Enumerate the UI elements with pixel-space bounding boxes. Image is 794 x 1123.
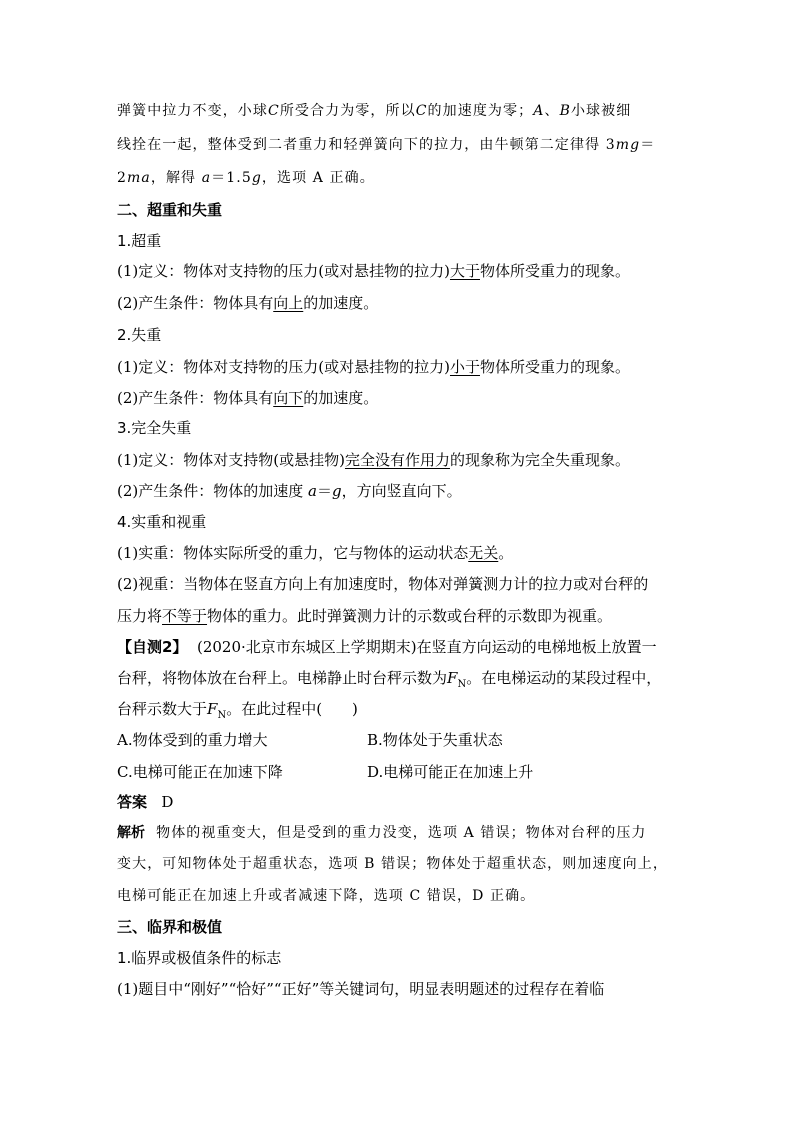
answer-label: 答案 (117, 793, 148, 811)
section-heading-2: 二、超重和失重 (117, 201, 223, 219)
analysis-line-2: 变大，可知物体处于超重状态，选项 B 错误；物体处于超重状态，则加速度向上， (117, 856, 668, 872)
answer-blank: 无关 (468, 544, 499, 562)
real-weight-definition: (1)实重：物体实际所受的重力，它与物体的运动状态无关。 (117, 544, 514, 562)
complete-weightloss-definition: (1)定义：物体对支持物(或悬挂物)完全没有作用力的现象称为完全失重现象。 (117, 451, 630, 469)
option-c: C.电梯可能正在加速下降 (117, 763, 283, 781)
subsection-title-real-apparent: 4.实重和视重 (117, 513, 207, 531)
analysis-line-1: 解析 物体的视重变大，但是受到的重力没变，选项 A 错误；物体对台秤的压力 (117, 825, 647, 841)
section-heading-3: 三、临界和极值 (117, 918, 223, 936)
options-row-1 (117, 729, 503, 751)
complete-weightloss-condition: (2)产生条件：物体的加速度 a＝g，方向竖直向下。 (117, 482, 462, 500)
continuation-line-3: 2ma，解得 a＝1.5g，选项 A 正确。 (117, 170, 375, 186)
weightloss-definition: (1)定义：物体对支持物的压力(或对悬挂物的拉力)小于物体所受重力的现象。 (117, 358, 630, 376)
overweight-definition: (1)定义：物体对支持物的压力(或对悬挂物的拉力)大于物体所受重力的现象。 (117, 262, 630, 280)
continuation-line-2: 线拴在一起，整体受到二者重力和轻弹簧向下的拉力，由牛顿第二定律得 3mg＝ (117, 137, 656, 153)
overweight-condition: (2)产生条件：物体具有向上的加速度。 (117, 294, 379, 312)
answer-value: D (161, 793, 174, 811)
subsection-title-overweight: 1.超重 (117, 232, 162, 250)
self-test-line-1: 【自测2】 (2020·北京市东城区上学期期末)在竖直方向运动的电梯地板上放置一 (117, 638, 657, 656)
options-row-2 (117, 761, 534, 783)
answer-blank: 不等于 (162, 607, 208, 625)
apparent-weight-line-2: 压力将不等于物体的重力。此时弹簧测力计的示数或台秤的示数即为视重。 (117, 607, 613, 625)
answer-blank: 大于 (449, 262, 480, 280)
self-test-line-2: 台秤，将物体放在台秤上。电梯静止时台秤示数为$F_N$。在电梯运动的某段过程中， (117, 669, 662, 690)
subsection-title-complete-weightloss: 3.完全失重 (117, 419, 192, 437)
subsection-title-weightloss: 2.失重 (117, 326, 162, 344)
answer-blank: 向下 (273, 389, 304, 407)
self-test-tag: 【自测2】 (117, 638, 188, 656)
analysis-label: 解析 (117, 825, 145, 841)
answer-blank: 小于 (449, 358, 480, 376)
answer-blank: 向上 (273, 294, 304, 312)
answer-line (117, 791, 173, 813)
option-b: B.物体处于失重状态 (367, 731, 503, 749)
critical-line-1: (1)题目中“刚好”“恰好”“正好”等关键词句，明显表明题述的过程存在着临 (117, 980, 605, 998)
weightloss-condition: (2)产生条件：物体具有向下的加速度。 (117, 389, 379, 407)
answer-blank: 完全没有作用力 (344, 451, 450, 469)
continuation-line-1: 弹簧中拉力不变，小球C所受合力为零，所以C的加速度为零；A、B小球被细 (117, 103, 632, 119)
analysis-line-3: 电梯可能正在加速上升或者减速下降，选项 C 错误，D 正确。 (117, 888, 536, 904)
option-d: D.电梯可能正在加速上升 (367, 763, 534, 781)
option-a: A.物体受到的重力增大 (117, 731, 268, 749)
self-test-line-3: 台秤示数大于$F_N$。在此过程中( ) (117, 700, 358, 721)
subsection-title-critical: 1.临界或极值条件的标志 (117, 949, 282, 967)
apparent-weight-line-1: (2)视重：当物体在竖直方向上有加速度时，物体对弹簧测力计的拉力或对台秤的 (117, 575, 649, 593)
